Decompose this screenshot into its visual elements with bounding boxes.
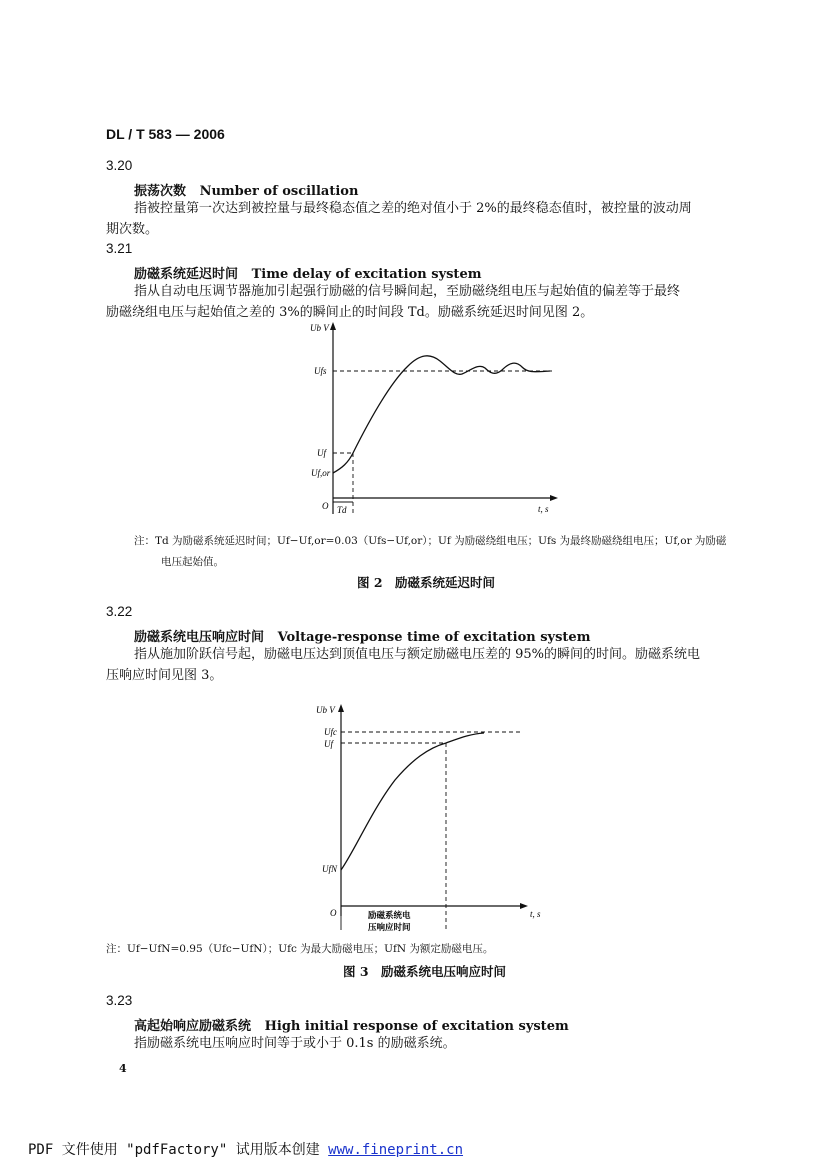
definition-3-22-line2: 压响应时间见图 3。 [106, 668, 223, 683]
fig2-uf-label: Uf [317, 448, 326, 458]
standard-code-header: DL / T 583 — 2006 [106, 126, 225, 142]
figure-3-note: 注：Uf−UfN=0.95（Ufc−UfN）；Ufc 为最大励磁电压；UfN 为额定励磁电压。 [106, 943, 494, 955]
definition-3-23-line1: 指励磁系统电压响应时间等于或小于 0.1s 的励磁系统。 [134, 1036, 456, 1051]
term-3-21 [134, 263, 481, 282]
section-number-3-20: 3.20 [106, 158, 133, 173]
definition-3-21-line2: 励磁绕组电压与起始值之差的 3%的瞬间止的时间段 Td。励磁系统延迟时间见图 2。 [106, 305, 594, 320]
fig3-uf-label: Uf [324, 739, 333, 749]
fig3-ufc-label: Ufc [324, 727, 337, 737]
footer-text: PDF 文件使用 "pdfFactory" 试用版本创建 [28, 1142, 329, 1158]
figure-2-caption: 图 2 励磁系统延迟时间 [357, 575, 496, 590]
fig3-y-axis-label: Ub V [316, 705, 335, 715]
section-number-3-21: 3.21 [106, 241, 133, 256]
term-cn: 励磁系统电压响应时间 [134, 630, 265, 645]
pdf-footer [28, 1139, 463, 1159]
fig3-origin-label: O [330, 908, 337, 918]
fig2-x-axis-label: t, s [538, 504, 549, 514]
fig3-x-axis-label: t, s [530, 909, 541, 919]
fig2-td-label: Td [337, 505, 347, 515]
definition-3-20-line1: 指被控量第一次达到被控量与最终稳态值之差的绝对值小于 2%的最终稳态值时，被控量的波动周 [134, 201, 692, 216]
term-en: Number of oscillation [199, 184, 359, 199]
fig2-ufor-label: Uf,or [311, 468, 331, 478]
term-en: High initial response of excitation system [264, 1019, 569, 1034]
term-en: Voltage-response time of excitation system [277, 630, 591, 645]
section-number-3-23: 3.23 [106, 993, 133, 1008]
figure-2-diagram [290, 318, 580, 523]
fig3-interval-label-line2: 压响应时间 [368, 922, 411, 932]
fig3-ufn-label: UfN [322, 864, 338, 874]
term-cn: 励磁系统延迟时间 [134, 267, 239, 282]
figure-2-note-line2: 电压起始值。 [161, 556, 224, 568]
figure-2-note-line1: 注：Td 为励磁系统延迟时间；Uf−Uf,or=0.03（Ufs−Uf,or）；Uf 为励磁绕组电压；Ufs 为最终励磁绕组电压；Uf,or 为励磁 [134, 535, 727, 547]
term-cn: 振荡次数 [134, 184, 187, 199]
term-cn: 高起始响应励磁系统 [134, 1019, 252, 1034]
fig3-interval-label-line1: 励磁系统电 [368, 910, 411, 920]
term-en: Time delay of excitation system [251, 267, 482, 282]
definition-3-20-line2: 期次数。 [106, 222, 159, 237]
fig2-response-curve [333, 356, 550, 473]
fig2-x-arrow [550, 495, 558, 501]
page-number: 4 [119, 1062, 127, 1075]
term-3-22 [134, 626, 590, 645]
fig3-x-arrow [520, 903, 528, 909]
fig3-y-arrow [338, 704, 344, 712]
fig2-origin-label: O [322, 501, 329, 511]
fig2-y-axis-label: Ub V [310, 323, 329, 333]
fig2-y-arrow [330, 322, 336, 330]
definition-3-21-line1: 指从自动电压调节器施加引起强行励磁的信号瞬间起，至励磁绕组电压与起始值的偏差等于最终 [134, 284, 681, 299]
section-number-3-22: 3.22 [106, 604, 133, 619]
term-3-23 [134, 1015, 569, 1034]
definition-3-22-line1: 指从施加阶跃信号起，励磁电压达到顶值电压与额定励磁电压差的 95%的瞬间的时间。励磁系统电 [134, 647, 701, 662]
figure-3-caption: 图 3 励磁系统电压响应时间 [343, 964, 507, 979]
term-3-20 [134, 180, 358, 199]
fig3-response-curve [341, 733, 484, 870]
footer-link[interactable]: www.fineprint.cn [328, 1142, 464, 1158]
fig2-ufs-label: Ufs [314, 366, 327, 376]
figure-3-diagram [300, 700, 560, 938]
